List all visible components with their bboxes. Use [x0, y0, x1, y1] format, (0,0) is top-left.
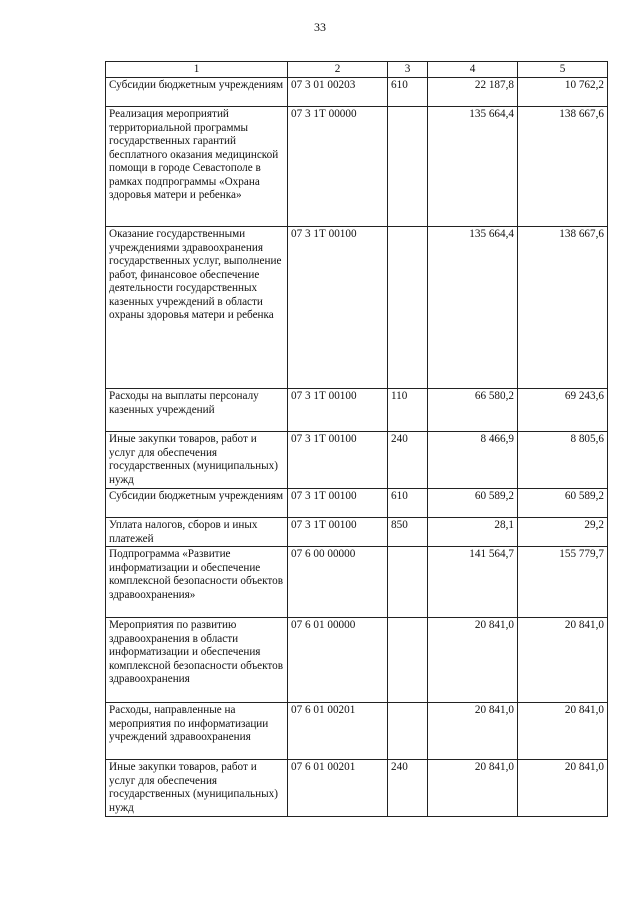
row-value-2-cell: 20 841,0: [518, 618, 608, 703]
row-value-2-cell: 29,2: [518, 518, 608, 547]
row-type-cell: [388, 227, 428, 389]
row-type-cell: 240: [388, 760, 428, 817]
row-value-1-cell: 20 841,0: [428, 703, 518, 760]
row-value-2-cell: 138 667,6: [518, 227, 608, 389]
row-name-cell: Расходы, направленные на мероприятия по информатизации учреждений здравоохранения: [106, 703, 288, 760]
table-row: [106, 432, 608, 489]
row-type-cell: [388, 618, 428, 703]
row-code-cell: 07 6 00 00000: [288, 547, 388, 618]
row-value-1-cell: 20 841,0: [428, 618, 518, 703]
table-row: [106, 618, 608, 703]
row-code-cell: 07 6 01 00000: [288, 618, 388, 703]
row-code-cell: 07 3 1Т 00100: [288, 489, 388, 518]
row-name-cell: Иные закупки товаров, работ и услуг для обеспечения государственных (муниципальных) нужд: [106, 432, 288, 489]
row-value-1-cell: 141 564,7: [428, 547, 518, 618]
row-code-cell: 07 6 01 00201: [288, 703, 388, 760]
row-code-cell: 07 3 1Т 00100: [288, 389, 388, 432]
row-value-1-cell: 60 589,2: [428, 489, 518, 518]
row-type-cell: [388, 703, 428, 760]
column-header-3: 3: [388, 62, 428, 78]
row-value-2-cell: 69 243,6: [518, 389, 608, 432]
row-value-1-cell: 135 664,4: [428, 227, 518, 389]
row-type-cell: 850: [388, 518, 428, 547]
page-number: 33: [314, 20, 326, 34]
row-value-2-cell: 10 762,2: [518, 78, 608, 107]
row-type-cell: 610: [388, 489, 428, 518]
table-row: [106, 78, 608, 107]
row-type-cell: 240: [388, 432, 428, 489]
row-value-1-cell: 66 580,2: [428, 389, 518, 432]
row-value-2-cell: 155 779,7: [518, 547, 608, 618]
row-code-cell: 07 3 1Т 00100: [288, 227, 388, 389]
row-code-cell: 07 3 01 00203: [288, 78, 388, 107]
table-row: [106, 389, 608, 432]
row-type-cell: [388, 107, 428, 227]
row-name-cell: Оказание государственными учреждениями здравоохранения государственных услуг, выполнение работ, финансовое обеспечение деятельности государственных казенных учреждений в области охраны здоровья матери и ребенка: [106, 227, 288, 389]
row-code-cell: 07 6 01 00201: [288, 760, 388, 817]
row-code-cell: 07 3 1Т 00100: [288, 518, 388, 547]
row-type-cell: 110: [388, 389, 428, 432]
row-name-cell: Реализация мероприятий территориальной программы государственных гарантий бесплатного оказания медицинской помощи в городе Севастополе в рамках подпрограммы «Охрана здоровья матери и ребенка»: [106, 107, 288, 227]
table-row: [106, 227, 608, 389]
row-value-1-cell: 20 841,0: [428, 760, 518, 817]
column-header-1: 1: [106, 62, 288, 78]
row-name-cell: Уплата налогов, сборов и иных платежей: [106, 518, 288, 547]
row-name-cell: Субсидии бюджетным учреждениям: [106, 78, 288, 107]
column-header-5: 5: [518, 62, 608, 78]
row-name-cell: Иные закупки товаров, работ и услуг для обеспечения государственных (муниципальных) нужд: [106, 760, 288, 817]
table-row: [106, 518, 608, 547]
row-value-1-cell: 8 466,9: [428, 432, 518, 489]
table-row: [106, 547, 608, 618]
row-value-1-cell: 28,1: [428, 518, 518, 547]
row-type-cell: 610: [388, 78, 428, 107]
row-value-2-cell: 60 589,2: [518, 489, 608, 518]
row-name-cell: Мероприятия по развитию здравоохранения в области информатизации и обеспечения комплексной безопасности объектов здравоохранения: [106, 618, 288, 703]
table-row: [106, 489, 608, 518]
column-header-2: 2: [288, 62, 388, 78]
row-value-2-cell: 20 841,0: [518, 703, 608, 760]
row-value-1-cell: 22 187,8: [428, 78, 518, 107]
table-row: [106, 760, 608, 817]
table-header-row: [106, 62, 608, 78]
table-row: [106, 703, 608, 760]
budget-table: [105, 61, 608, 817]
row-value-2-cell: 138 667,6: [518, 107, 608, 227]
row-code-cell: 07 3 1Т 00100: [288, 432, 388, 489]
row-name-cell: Субсидии бюджетным учреждениям: [106, 489, 288, 518]
row-value-1-cell: 135 664,4: [428, 107, 518, 227]
row-name-cell: Подпрограмма «Развитие информатизации и обеспечение комплексной безопасности объектов здравоохранения»: [106, 547, 288, 618]
row-value-2-cell: 20 841,0: [518, 760, 608, 817]
row-name-cell: Расходы на выплаты персоналу казенных учреждений: [106, 389, 288, 432]
table-row: [106, 107, 608, 227]
row-type-cell: [388, 547, 428, 618]
row-code-cell: 07 3 1Т 00000: [288, 107, 388, 227]
row-value-2-cell: 8 805,6: [518, 432, 608, 489]
column-header-4: 4: [428, 62, 518, 78]
